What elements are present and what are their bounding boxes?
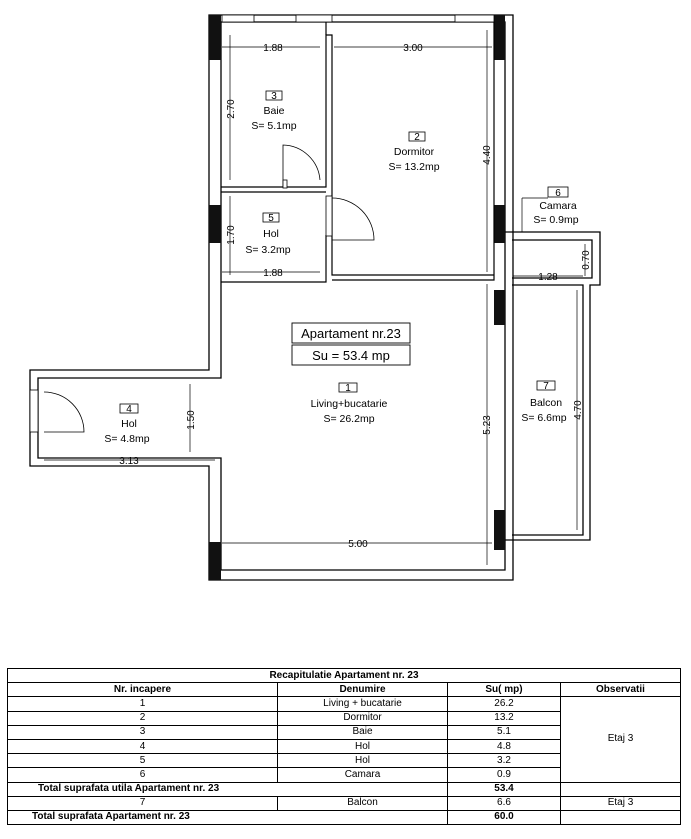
room-3-label bbox=[251, 91, 296, 132]
svg-text:S= 13.2mp: S= 13.2mp bbox=[388, 161, 440, 173]
room-7-label bbox=[521, 381, 566, 424]
table-title-row bbox=[8, 669, 681, 683]
svg-text:2: 2 bbox=[414, 132, 420, 143]
wall-columns bbox=[209, 15, 505, 580]
dim-living-height: 5.23 bbox=[482, 415, 493, 435]
interior-walls bbox=[221, 22, 494, 282]
dim-camara-height: 0.70 bbox=[581, 250, 592, 270]
svg-text:Living+bucatarie: Living+bucatarie bbox=[310, 398, 388, 410]
total-label: Total suprafata Apartament nr. 23 bbox=[8, 810, 448, 824]
cell-su: 6.6 bbox=[448, 796, 561, 810]
dim-hol4-height: 1.50 bbox=[186, 410, 197, 430]
svg-text:7: 7 bbox=[543, 381, 549, 392]
svg-text:S= 0.9mp: S= 0.9mp bbox=[533, 214, 579, 226]
dim-living-width: 5.00 bbox=[348, 539, 368, 550]
svg-text:Balcon: Balcon bbox=[529, 397, 563, 409]
svg-text:Camara: Camara bbox=[539, 200, 577, 212]
cell-su: 0.9 bbox=[448, 768, 561, 782]
dim-hol4-width: 3.13 bbox=[119, 456, 139, 467]
svg-text:Dormitor: Dormitor bbox=[393, 146, 435, 158]
svg-text:6: 6 bbox=[555, 188, 561, 199]
table-row bbox=[8, 697, 681, 711]
dim-balcon-height: 4.70 bbox=[573, 400, 584, 420]
total-util-row bbox=[8, 782, 681, 796]
cell-su: 13.2 bbox=[448, 711, 561, 725]
dim-baie-height: 2.70 bbox=[226, 99, 237, 119]
svg-text:Su = 53.4 mp: Su = 53.4 mp bbox=[312, 348, 390, 363]
cell-su: 5.1 bbox=[448, 725, 561, 739]
cell-name: Baie bbox=[278, 725, 448, 739]
svg-text:Hol: Hol bbox=[121, 418, 137, 430]
cell-su: 26.2 bbox=[448, 697, 561, 711]
dimension-texts bbox=[119, 43, 592, 550]
dim-dormitor-height: 4.40 bbox=[482, 145, 493, 165]
room-1-label bbox=[311, 383, 388, 425]
svg-text:Apartament nr.23: Apartament nr.23 bbox=[301, 326, 401, 341]
col-header-su: Su( mp) bbox=[448, 683, 561, 697]
svg-text:S= 4.8mp: S= 4.8mp bbox=[104, 433, 150, 445]
svg-text:5: 5 bbox=[268, 213, 274, 224]
cell-nr: 3 bbox=[8, 725, 278, 739]
col-header-denumire: Denumire bbox=[278, 683, 448, 697]
total-row bbox=[8, 810, 681, 824]
cell-nr: 7 bbox=[8, 796, 278, 810]
cell-name: Hol bbox=[278, 754, 448, 768]
dim-dormitor-width: 3.00 bbox=[403, 43, 423, 54]
apartment-title-box bbox=[292, 323, 410, 365]
svg-text:S= 26.2mp: S= 26.2mp bbox=[323, 413, 375, 425]
cell-nr: 1 bbox=[8, 697, 278, 711]
room-6-label bbox=[533, 187, 578, 226]
dim-hol5-width: 1.88 bbox=[263, 268, 283, 279]
col-header-observatii: Observatii bbox=[561, 683, 681, 697]
svg-text:3: 3 bbox=[271, 91, 277, 102]
table-header-row bbox=[8, 683, 681, 697]
cell-nr: 2 bbox=[8, 711, 278, 725]
svg-text:Hol: Hol bbox=[263, 228, 279, 240]
total-util-value: 53.4 bbox=[448, 782, 561, 796]
cell-nr: 5 bbox=[8, 754, 278, 768]
room-2-label bbox=[388, 132, 439, 173]
total-empty bbox=[561, 810, 681, 824]
svg-text:S= 6.6mp: S= 6.6mp bbox=[521, 412, 567, 424]
cell-su: 3.2 bbox=[448, 754, 561, 768]
cell-name: Camara bbox=[278, 768, 448, 782]
cell-name: Living + bucatarie bbox=[278, 697, 448, 711]
cell-name: Hol bbox=[278, 739, 448, 753]
balcon-row bbox=[8, 796, 681, 810]
total-value: 60.0 bbox=[448, 810, 561, 824]
dim-hol5-height: 1.70 bbox=[226, 225, 237, 245]
col-header-nr: Nr. incapere bbox=[8, 683, 278, 697]
cell-name: Dormitor bbox=[278, 711, 448, 725]
svg-text:Baie: Baie bbox=[263, 105, 285, 117]
dim-camara-width: 1.28 bbox=[538, 272, 558, 283]
cell-nr: 6 bbox=[8, 768, 278, 782]
room-4-label bbox=[104, 404, 149, 445]
total-util-label: Total suprafata utila Apartament nr. 23 bbox=[8, 782, 448, 796]
room-labels bbox=[104, 91, 578, 445]
cell-observation: Etaj 3 bbox=[561, 697, 681, 782]
cell-nr: 4 bbox=[8, 739, 278, 753]
room-5-label bbox=[245, 213, 290, 256]
cell-observation: Etaj 3 bbox=[561, 796, 681, 810]
cell-su: 4.8 bbox=[448, 739, 561, 753]
dim-baie-width: 1.88 bbox=[263, 43, 283, 54]
svg-text:S= 5.1mp: S= 5.1mp bbox=[251, 120, 297, 132]
recap-table bbox=[7, 668, 681, 825]
svg-text:1: 1 bbox=[345, 383, 351, 394]
cell-name: Balcon bbox=[278, 796, 448, 810]
svg-text:4: 4 bbox=[126, 404, 132, 415]
total-util-empty bbox=[561, 782, 681, 796]
svg-text:S= 3.2mp: S= 3.2mp bbox=[245, 244, 291, 256]
table-title: Recapitulatie Apartament nr. 23 bbox=[8, 669, 681, 683]
